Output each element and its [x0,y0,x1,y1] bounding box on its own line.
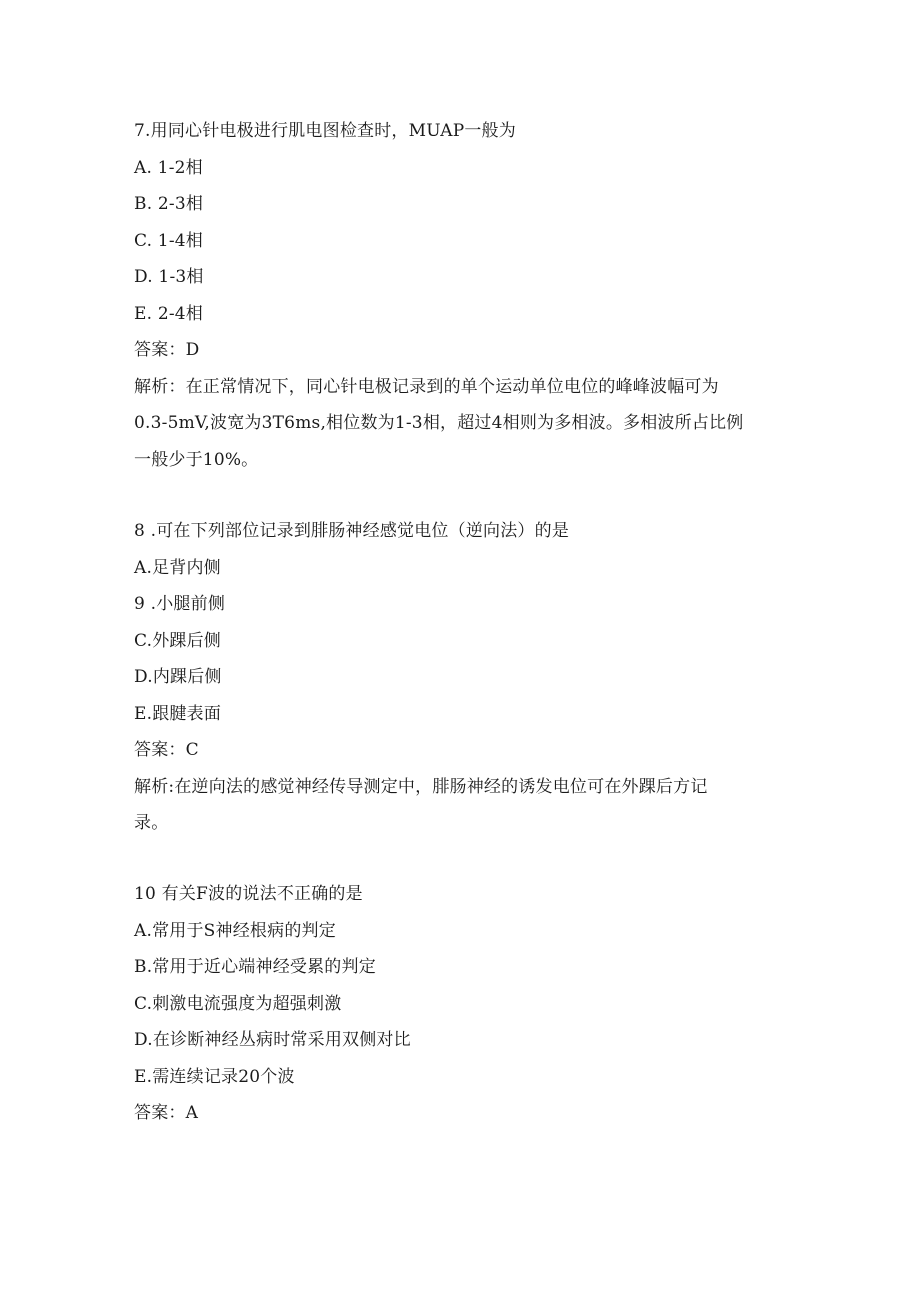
question-7-stem: 7.用同心针电极进行肌电图检查时，MUAP一般为 [134,121,516,141]
question-10-stem: 10 有关F波的说法不正确的是 [134,884,363,904]
question-7-analysis-line-2: 0.3-5mV,波宽为3T6ms,相位数为1-3相，超过4相则为多相波。多相波所占比例 [134,413,744,433]
question-7-answer: 答案：D [134,340,200,360]
question-8-option-a: A.足背内侧 [134,558,221,578]
question-7-option-b: B. 2-3相 [134,194,204,214]
question-8-option-b: 9 .小腿前侧 [134,594,226,614]
question-10-option-a: A.常用于S神经根病的判定 [134,921,336,941]
question-10-option-b: B.常用于近心端神经受累的判定 [134,957,376,977]
question-7-option-c: C. 1-4相 [134,231,203,251]
question-10-option-d: D.在诊断神经丛病时常采用双侧对比 [134,1030,411,1050]
question-8-option-c: C.外踝后侧 [134,631,222,651]
question-8-analysis-line-2: 录。 [134,813,169,833]
question-8-option-e: E.跟腱表面 [134,704,222,724]
question-10-option-c: C.刺激电流强度为超强刺激 [134,994,342,1014]
question-7-option-d: D. 1-3相 [134,267,204,287]
question-7-analysis-line-3: 一般少于10%。 [134,450,259,470]
question-8-option-d: D.内踝后侧 [134,667,222,687]
question-10-option-e: E.需连续记录20个波 [134,1067,295,1087]
question-8-answer: 答案：C [134,740,199,760]
question-7-option-e: E. 2-4相 [134,304,203,324]
question-8-analysis-line-1: 解析:在逆向法的感觉神经传导测定中，腓肠神经的诱发电位可在外踝后方记 [134,777,708,797]
question-10-answer: 答案：A [134,1103,199,1123]
question-7-analysis-line-1: 解析：在正常情况下，同心针电极记录到的单个运动单位电位的峰峰波幅可为 [134,377,719,397]
question-7-option-a: A. 1-2相 [134,158,203,178]
question-8-stem: 8 .可在下列部位记录到腓肠神经感觉电位（逆向法）的是 [134,521,570,541]
